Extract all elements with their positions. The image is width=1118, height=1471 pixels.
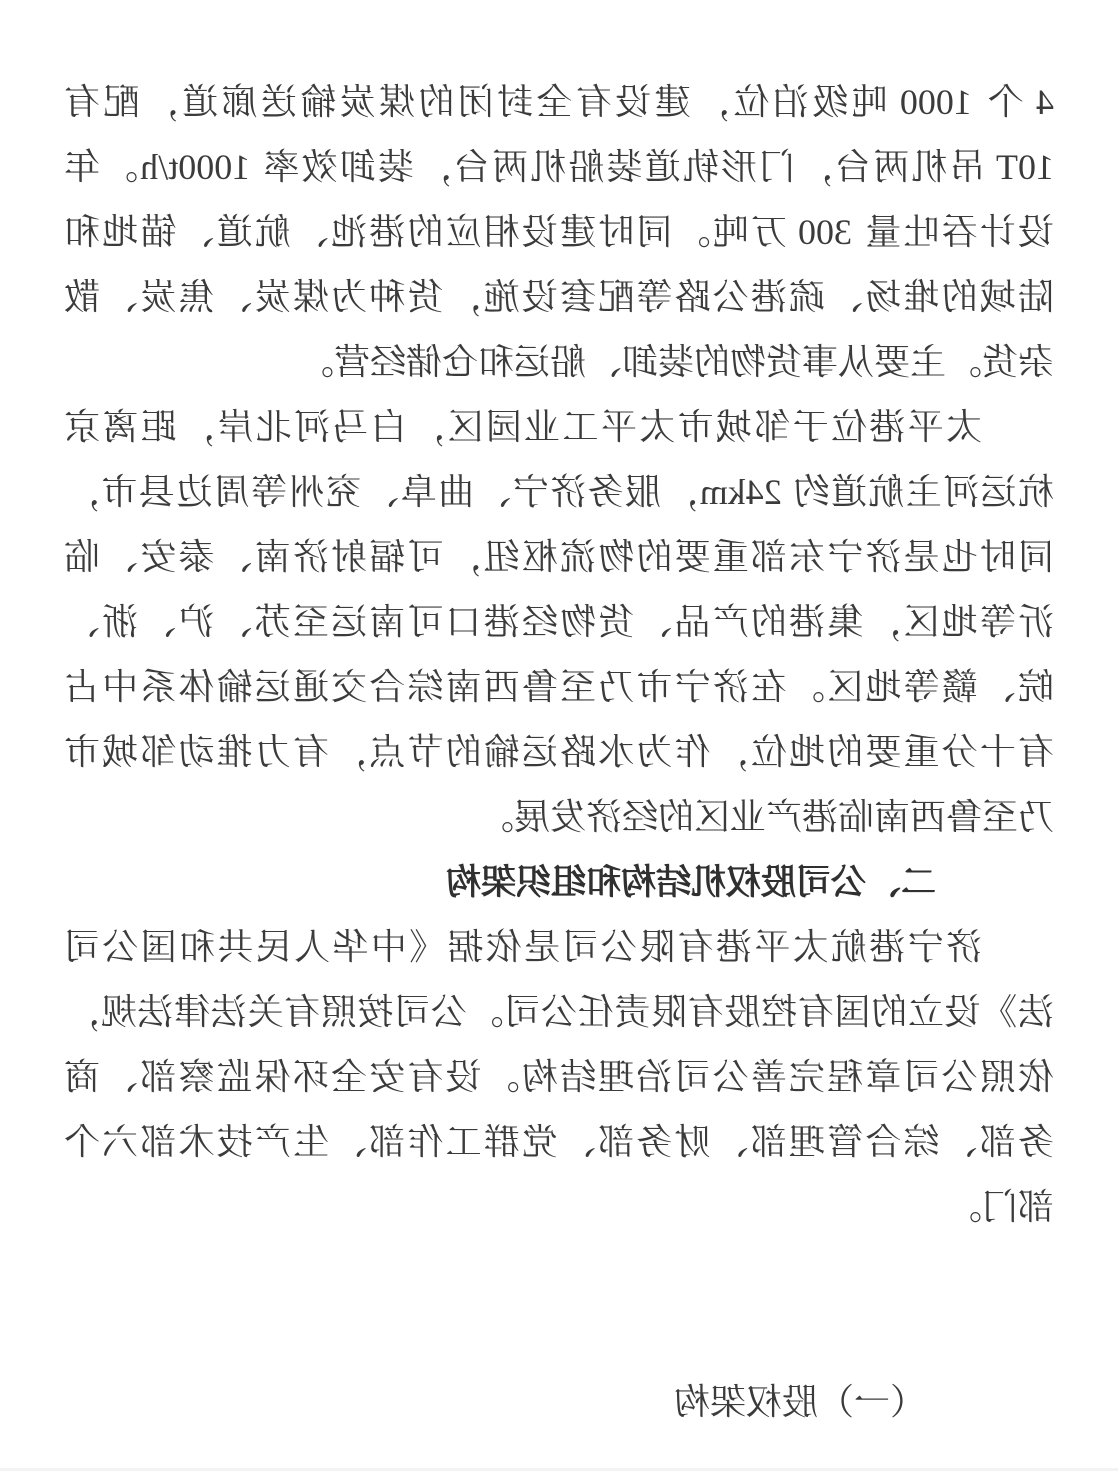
text-line: 有十分重要的地位，作为水路运输的节点，有力推动邹城市 [64, 732, 1054, 772]
text-line: 依照公司章程完善公司治理结构。设有安全环保监察部、商 [64, 1057, 1054, 1097]
text-line: 同时也是济宁东部重要的物流枢纽，可辐射济南、泰安、临 [64, 537, 1054, 577]
text-line: 太平港位于邹城市太平工业园区，白马河北岸，距离京 [64, 407, 982, 447]
subsection-title-line: （一）股权架构 [673, 1382, 926, 1422]
text-line: 务部、综合管理部、财务部、党群工作部、生产技术部六个 [64, 1122, 1054, 1162]
text-line: 杭运河主航道约 24km，服务济宁、曲阜、兖州等周边县市， [64, 472, 1054, 512]
text-line: 杂货。主要从事货物的装卸、船运和仓储经营。 [297, 342, 1054, 382]
text-line: 4 个 1000 吨级泊位，建设有全封闭的煤炭输送廊道，配有 [64, 82, 1054, 122]
text-line: 皖、赣等地区。在济宁市乃至鲁西南综合交通运输体系中占 [64, 667, 1054, 707]
text-line: 部门。 [945, 1187, 1054, 1227]
text-line: 法》设立的国有控股有限责任公司。公司按照有关法律法规， [64, 992, 1054, 1032]
text-line: 设计吞吐量 300 万吨。同时建设相应的港池、航道、锚地和 [64, 212, 1054, 252]
text-line: 沂等地区，集港的产品、货物经港口可南运至苏、沪、浙、 [64, 602, 1054, 642]
text-line: 10T 吊机两台，门形轨道装船机两台，装卸效率 1000t/h。年 [64, 147, 1054, 187]
text-line: 陆域的堆场、疏港公路等配套设施，货种为煤炭、焦炭、散 [64, 277, 1054, 317]
text-line: 济宁港航太平港有限公司是依据《中华人民共和国公司 [64, 927, 982, 967]
text-line: 乃至鲁西南临港产业区的经济发展。 [477, 797, 1054, 837]
section-heading-line: 二、公司股权机结构和组织架构 [445, 863, 936, 902]
